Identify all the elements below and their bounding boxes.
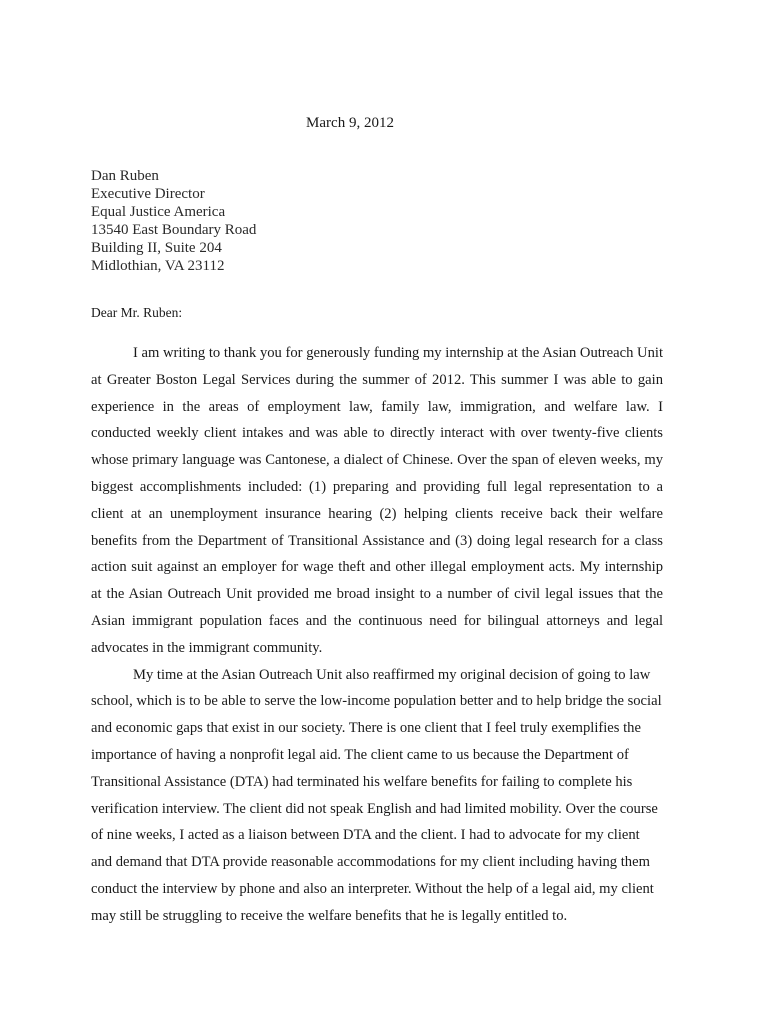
letter-date: March 9, 2012 — [306, 115, 394, 131]
letter-body — [91, 340, 663, 930]
recipient-suite: Building II, Suite 204 — [91, 240, 222, 256]
recipient-address-block — [91, 167, 256, 275]
body-paragraph-1: I am writing to thank you for generously funding my internship at the Asian Outreach Unit at Greater Boston Legal Services during the summer of 2012. This summer I was able to gain experience in the areas of employment law, family law, immigration, and welfare law. I conducted weekly client intakes and was able to directly interact with over twenty-five clients whose primary language was Cantonese, a dialect of Chinese. Over the span of eleven weeks, my biggest accomplishments included: (1) preparing and providing full legal representation to a client at an unemployment insurance hearing (2) helping clients receive back their welfare benefits from the Department of Transitional Assistance and (3) doing legal research for a class action suit against an employer for wage theft and other illegal employment acts. My internship at the Asian Outreach Unit provided me broad insight to a number of civil legal issues that the Asian immigrant population faces and the continuous need for bilingual attorneys and legal advocates in the immigrant community. — [91, 345, 663, 656]
recipient-organization: Equal Justice America — [91, 204, 226, 220]
body-paragraph-2: My time at the Asian Outreach Unit also reaffirmed my original decision of going to law school, which is to be able to serve the low-income population better and to help bridge the social and economic gaps that exist in our society. There is one client that I feel truly exemplifies the importance of having a nonprofit legal aid. The client came to us because the Department of Transitional Assistance (DTA) had terminated his welfare benefits for failing to complete his verification interview. The client did not speak English and had limited mobility. Over the course of nine weeks, I acted as a liaison between DTA and the client. I had to advocate for my client and demand that DTA provide reasonable accommodations for my client including having them conduct the interview by phone and also an interpreter. Without the help of a legal aid, my client may still be struggling to receive the welfare benefits that he is legally entitled to. — [91, 666, 662, 924]
recipient-title: Executive Director — [91, 186, 205, 202]
recipient-city-state-zip: Midlothian, VA 23112 — [91, 258, 225, 274]
salutation: Dear Mr. Ruben: — [91, 305, 183, 320]
recipient-name: Dan Ruben — [91, 168, 159, 184]
recipient-street-address: 13540 East Boundary Road — [91, 222, 257, 238]
